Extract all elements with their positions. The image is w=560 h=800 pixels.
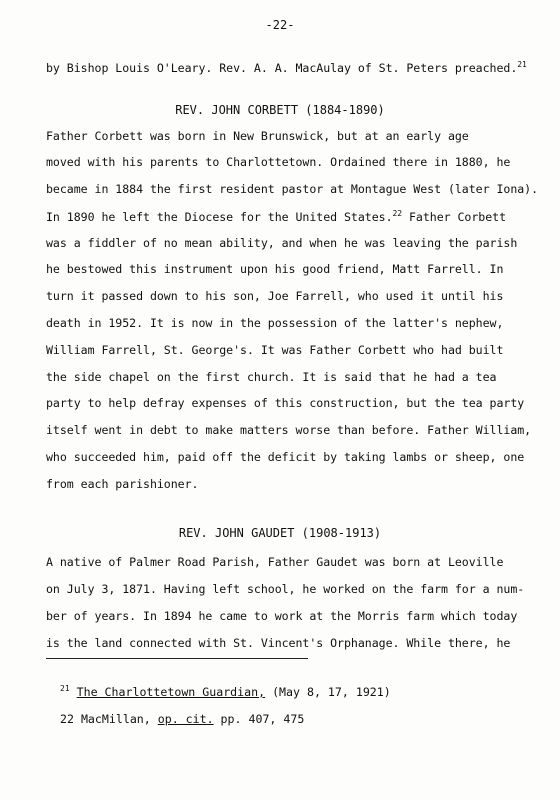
text-line xyxy=(46,60,546,75)
text-line: death in 1952. It is now in the possession of the latter's nephew, xyxy=(46,316,504,330)
text-line xyxy=(46,209,546,224)
text-line: moved with his parents to Charlottetown. Ordained there in 1880, he xyxy=(46,155,511,169)
text-line: turn it passed down to his son, Joe Farrell, who used it until his xyxy=(46,289,504,303)
text-line: who succeeded him, paid off the deficit by taking lambs or sheep, one xyxy=(46,450,525,464)
footnote-source-detail: (May 8, 17, 1921) xyxy=(265,684,391,699)
footnote-number: 21 xyxy=(60,684,70,693)
footnote-rule xyxy=(46,658,308,659)
footnote-21 xyxy=(60,684,391,699)
text-line: is the land connected with St. Vincent's Orphanage. While there, he xyxy=(46,636,511,650)
text-line: itself went in debt to make matters worse than before. Father William, xyxy=(46,423,532,437)
text-line: party to help defray expenses of this construction, but the tea party xyxy=(46,396,525,410)
text-line: from each parishioner. xyxy=(46,477,199,491)
text-line-content: by Bishop Louis O'Leary. Rev. A. A. MacAulay of St. Peters preached. xyxy=(46,60,518,75)
footnote-pages: pp. 407, 475 xyxy=(213,712,305,726)
footnote-marker: 21 xyxy=(517,60,527,69)
footnote-author: MacMillan, xyxy=(80,712,158,726)
text-line-content: In 1890 he left the Diocese for the United States. xyxy=(46,209,393,224)
text-line: A native of Palmer Road Parish, Father Gaudet was born at Leoville xyxy=(46,555,504,569)
page-number: -22- xyxy=(265,18,295,32)
footnote-marker: 22 xyxy=(392,209,403,218)
section-heading: REV. JOHN CORBETT (1884-1890) xyxy=(175,103,385,117)
text-line: was a fiddler of no mean ability, and when he was leaving the parish xyxy=(46,236,518,250)
text-line: on July 3, 1871. Having left school, he worked on the farm for a num- xyxy=(46,582,525,596)
section-heading: REV. JOHN GAUDET (1908-1913) xyxy=(178,526,382,540)
text-line-content: Father Corbett xyxy=(402,209,507,224)
text-line: became in 1884 the first resident pastor at Montague West (later Iona). xyxy=(46,182,539,196)
footnote-22 xyxy=(60,712,304,726)
footnote-source-title: The Charlottetown Guardian, xyxy=(76,684,266,699)
footnote-number: 22 xyxy=(60,712,74,726)
text-line: William Farrell, St. George's. It was Father Corbett who had built xyxy=(46,343,504,357)
footnote-abbrev: op. cit. xyxy=(157,712,214,726)
text-line: ber of years. In 1894 he came to work at the Morris farm which today xyxy=(46,609,518,623)
text-line: he bestowed this instrument upon his good friend, Matt Farrell. In xyxy=(46,262,504,276)
text-line: Father Corbett was born in New Brunswick, but at an early age xyxy=(46,129,469,143)
text-line: the side chapel on the first church. It is said that he had a tea xyxy=(46,370,497,384)
